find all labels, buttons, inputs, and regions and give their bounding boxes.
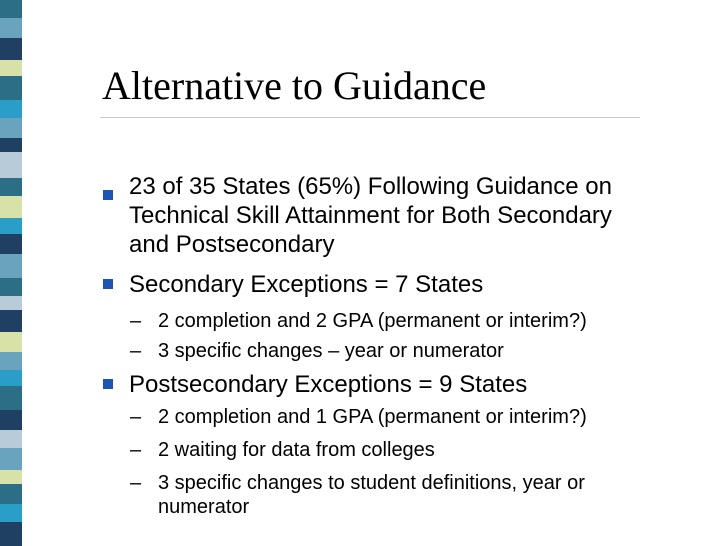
bullet-3-subitem-3-line-1: 3 specific changes to student definitions, year or bbox=[158, 472, 585, 494]
bullet-1-line-2: Technical Skill Attainment for Both Secondary bbox=[129, 202, 612, 229]
stripe-block bbox=[0, 118, 22, 138]
sub-dash-icon: – bbox=[130, 340, 142, 362]
stripe-block bbox=[0, 196, 22, 218]
stripe-block bbox=[0, 218, 22, 234]
bullet-square-icon bbox=[103, 379, 113, 389]
stripe-block bbox=[0, 410, 22, 430]
stripe-block bbox=[0, 76, 22, 100]
stripe-block bbox=[0, 138, 22, 152]
stripe-block bbox=[0, 504, 22, 522]
stripe-block bbox=[0, 100, 22, 118]
title-divider bbox=[100, 117, 640, 118]
bullet-square-icon bbox=[103, 190, 113, 200]
bullet-3-subitem-1: 2 completion and 1 GPA (permanent or interim?) bbox=[158, 406, 587, 428]
bullet-2-subitem-2: 3 specific changes – year or numerator bbox=[158, 340, 504, 362]
bullet-square-icon bbox=[103, 279, 113, 289]
stripe-block bbox=[0, 430, 22, 448]
stripe-block bbox=[0, 332, 22, 352]
bullet-3-line-1: Postsecondary Exceptions = 9 States bbox=[129, 371, 528, 398]
stripe-block bbox=[0, 18, 22, 38]
stripe-block bbox=[0, 484, 22, 504]
sub-dash-icon: – bbox=[130, 472, 142, 494]
stripe-block bbox=[0, 152, 22, 178]
stripe-block bbox=[0, 234, 22, 254]
stripe-block bbox=[0, 352, 22, 370]
sub-dash-icon: – bbox=[130, 310, 142, 332]
decorative-color-stripe bbox=[0, 0, 22, 540]
bullet-2-subitem-1: 2 completion and 2 GPA (permanent or interim?) bbox=[158, 310, 587, 332]
stripe-block bbox=[0, 522, 22, 546]
bullet-3-subitem-2: 2 waiting for data from colleges bbox=[158, 439, 435, 461]
stripe-block bbox=[0, 470, 22, 484]
bullet-2-line-1: Secondary Exceptions = 7 States bbox=[129, 271, 484, 298]
stripe-block bbox=[0, 0, 22, 18]
stripe-block bbox=[0, 38, 22, 60]
stripe-block bbox=[0, 370, 22, 386]
sub-dash-icon: – bbox=[130, 439, 142, 461]
stripe-block bbox=[0, 448, 22, 470]
stripe-block bbox=[0, 296, 22, 310]
bullet-1-line-1: 23 of 35 States (65%) Following Guidance on bbox=[129, 173, 612, 200]
stripe-block bbox=[0, 254, 22, 278]
stripe-block bbox=[0, 178, 22, 196]
stripe-block bbox=[0, 310, 22, 332]
bullet-3-subitem-3-line-2: numerator bbox=[158, 496, 250, 518]
stripe-block bbox=[0, 278, 22, 296]
bullet-1-line-3: and Postsecondary bbox=[129, 231, 335, 258]
stripe-block bbox=[0, 386, 22, 410]
stripe-block bbox=[0, 60, 22, 76]
slide-title: Alternative to Guidance bbox=[102, 63, 487, 108]
sub-dash-icon: – bbox=[130, 406, 142, 428]
